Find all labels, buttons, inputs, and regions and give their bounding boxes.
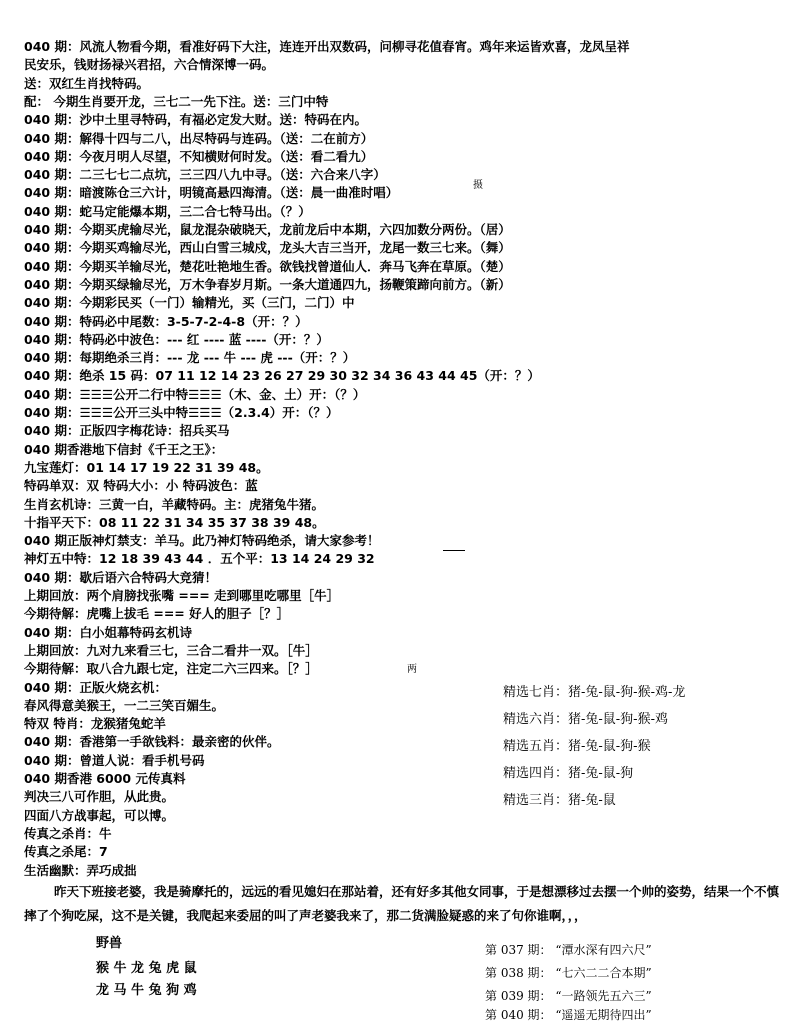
period-quote: 第 038 期： “七六二二合本期” — [485, 966, 652, 980]
side-pick: 精选四肖：猪-兔-鼠-狗 — [503, 766, 634, 781]
text-line: 040 期：香港第一手欲钱料：最亲密的伙伴。 — [24, 734, 280, 749]
text-line: 送：双红生肖找特码。 — [24, 76, 150, 91]
text-line: 上期回放：九对九来看三七，三合二看井一双。［牛］ — [24, 643, 318, 658]
side-pick: 精选六肖：猪-兔-鼠-狗-猴-鸡 — [503, 712, 668, 727]
text-line: 040 期：特码必中尾数：3-5-7-2-4-8（开：？） — [24, 314, 308, 329]
text-line: 040 期：今期买绿输尽光，万木争春岁月斯。一条大道通四九，扬鞭策蹄向前方。（新） — [24, 277, 511, 292]
text-line: 神灯五中特：12 18 39 43 44 ．五个平：13 14 24 29 32 — [24, 551, 375, 566]
text-line: 040 期：正版火烧玄机： — [24, 680, 167, 695]
text-line: 040 期：绝杀 15 码：07 11 12 14 23 26 27 29 30 32 34 36 43 44 45（开：？） — [24, 368, 540, 383]
underline — [443, 550, 465, 551]
text-line: 040 期：特码必中波色：--- 红 ---- 蓝 ----（开：？） — [24, 332, 329, 347]
text-line: 040 期：今夜月明人尽望，不知横财何时发。（送：看二看九） — [24, 149, 374, 164]
text-line: 040 期香港地下信封《千王之王》： — [24, 442, 224, 457]
text-line: 040 期：暗渡陈仓三六计，明镜高悬四海清。（送：晨一曲准时唱） — [24, 185, 399, 200]
text-line: 九宝莲灯：01 14 17 19 22 31 39 48。 — [24, 460, 269, 475]
side-pick: 精选三肖：猪-兔-鼠 — [503, 793, 616, 808]
beast-row: 龙 马 牛 兔 狗 鸡 — [96, 983, 197, 998]
text-line: 传真之杀肖：牛 — [24, 826, 112, 841]
side-pick: 精选五肖：猪-兔-鼠-狗-猴 — [503, 739, 651, 754]
text-line: 十指平天下：08 11 22 31 34 35 37 38 39 48。 — [24, 515, 325, 530]
text-line: 传真之杀尾：7 — [24, 844, 108, 859]
text-line: 040 期：风流人物看今期，看准好码下大注，连连开出双数码，问柳寻花值春宵。鸡年来运皆欢喜，龙凤呈祥 — [24, 39, 630, 54]
period-quote: 第 037 期： “潭水深有四六尺” — [485, 943, 652, 957]
text-line: 040 期：☰☰☰公开三头中特☰☰☰（2.3.4）开：（？） — [24, 405, 339, 420]
text-line: 040 期：白小姐幕特码玄机诗 — [24, 625, 192, 640]
period-quote: 第 040 期： “遥遥无期待四出” — [485, 1008, 652, 1022]
text-line: 040 期：今期买虎输尽光，鼠龙混杂破晓天，龙前龙后中本期，六四加数分两份。（居） — [24, 222, 511, 237]
text-line: 民安乐，钱财扬禄兴君招，六合情深博一码。 — [24, 57, 275, 72]
period-quote: 第 039 期： “一路领先五六三” — [485, 989, 652, 1003]
text-line: 上期回放：两个肩膀找张嘴 === 走到哪里吃哪里［牛］ — [24, 588, 340, 603]
beast-title: 野兽 — [96, 936, 123, 951]
text-line: 040 期香港 6000 元传真料 — [24, 771, 186, 786]
text-line: 040 期：正版四字梅花诗：招兵买马 — [24, 423, 230, 438]
text-line: 040 期：歇后语六合特码大竞猜！ — [24, 570, 217, 585]
text-line: 春风得意美猴王，一二三笑百媚生。 — [24, 698, 225, 713]
beast-row: 猴 牛 龙 兔 虎 鼠 — [96, 961, 197, 976]
text-line: 040 期正版神灯禁支：羊马。此乃神灯特码绝杀，请大家参考！ — [24, 533, 380, 548]
text-line: 040 期：解得十四与二八，出尽特码与连码。（送：二在前方） — [24, 131, 374, 146]
text-line: 040 期：今期买鸡输尽光，西山白雪三城戍，龙头大吉三当开，龙尾一数三七来。（舞） — [24, 240, 511, 255]
side-pick: 精选七肖：猪-兔-鼠-狗-猴-鸡-龙 — [503, 685, 686, 700]
text-line: 今期待解：取八合九跟七定，注定二六三四来。［？］ — [24, 661, 318, 676]
text-line: 生肖玄机诗：三黄一白，羊藏特码。主：虎猪兔牛猪。 — [24, 497, 325, 512]
text-line: 040 期：今期彩民买（一门）输精光，买（三门，二门）中 — [24, 295, 355, 310]
text-line: 特码单双：双 特码大小：小 特码波色：蓝 — [24, 478, 258, 493]
text-line: 040 期：沙中土里寻特码，有福必定发大财。送：特码在内。 — [24, 112, 367, 127]
text-line: 判决三八可作胆，从此贵。 — [24, 789, 175, 804]
text-line: 040 期：二三七七二点坑，三三四八九中寻。（送：六合来八字） — [24, 167, 386, 182]
text-line: 040 期：曾道人说：看手机号码 — [24, 753, 205, 768]
text-line: 040 期：今期买羊输尽光，楚花吐艳地生香。欲钱找曾道仙人．奔马飞奔在草原。（楚） — [24, 259, 511, 274]
margin-mark: 两 — [407, 664, 417, 675]
text-line: 040 期：蛇马定能爆本期，三二合七特马出。（？） — [24, 204, 311, 219]
humor-story: 昨天下班接老婆，我是骑摩托的，远远的看见媳妇在那站着，还有好多其他女同事，于是想漂移过去摆一个帅的姿势，结果一个不慎摔了个狗吃屎，这不是关键，我爬起来委屈的叫了声老婆我来了，那二货满脸疑惑的来了句你谁啊，，， — [24, 884, 780, 923]
text-line: 四面八方战事起，可以博。 — [24, 808, 175, 823]
margin-mark: 摄 — [473, 180, 483, 191]
text-line: 040 期：每期绝杀三肖：--- 龙 --- 牛 --- 虎 ---（开：？） — [24, 350, 356, 365]
text-line: 生活幽默：弄巧成拙 — [24, 863, 137, 878]
text-line: 040 期：☰☰☰公开二行中特☰☰☰（木、金、土）开：（？） — [24, 387, 366, 402]
text-line: 特双 特肖：龙猴猪兔蛇羊 — [24, 716, 166, 731]
text-line: 配： 今期生肖要开龙，三七二一先下注。送：三门中特 — [24, 94, 329, 109]
text-line: 今期待解：虎嘴上拔毛 === 好人的胆子［？］ — [24, 606, 290, 621]
